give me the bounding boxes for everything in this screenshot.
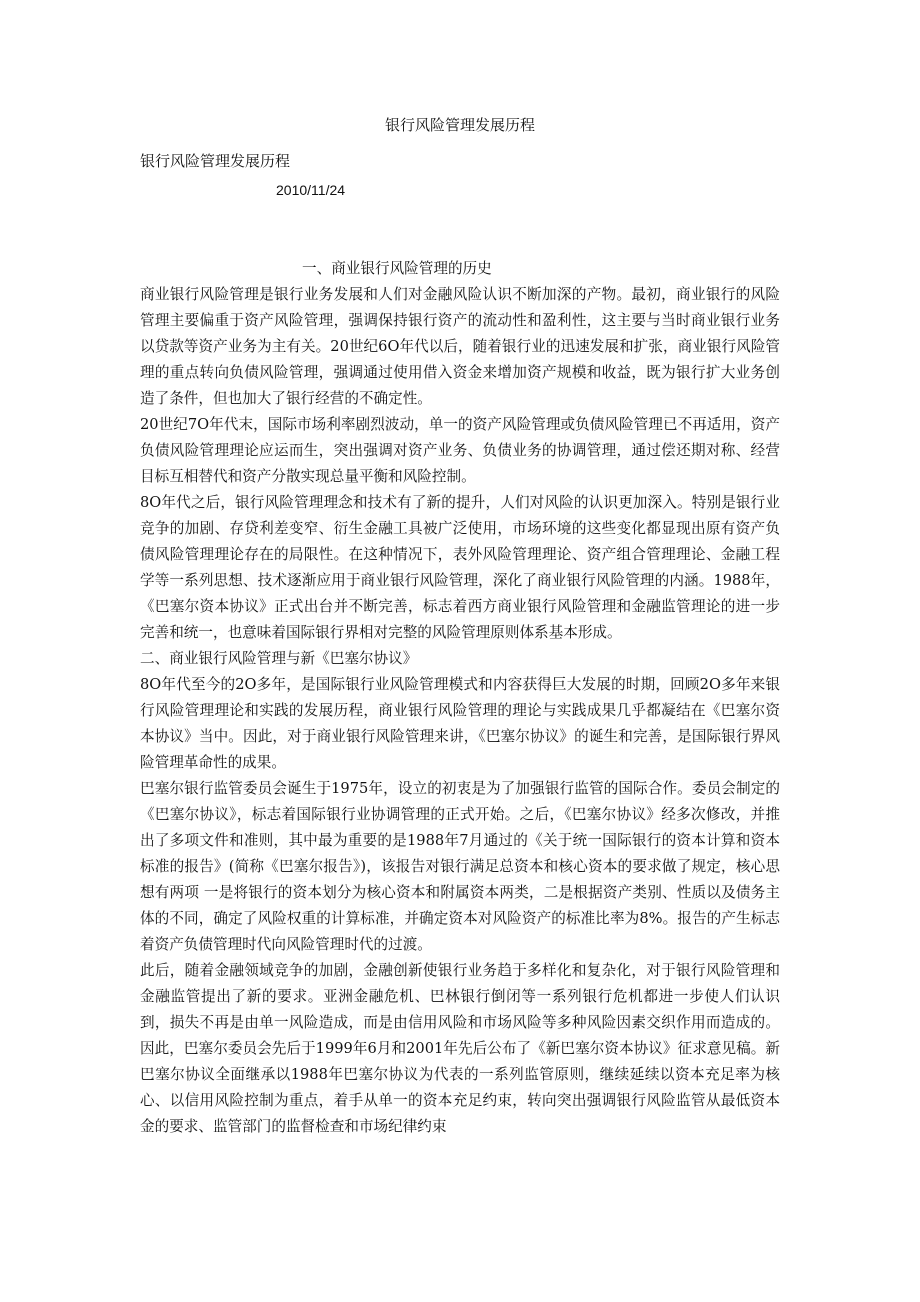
paragraph: 8O年代之后，银行风险管理理念和技术有了新的提升，人们对风险的认识更加深入。特别是银行业竞争的加剧、存贷利差变窄、衍生金融工具被广泛使用，市场环境的这些变化都显现出原有资产负债风险管理理论存在的局限性。在这种情况下，表外风险管理理论、资产组合管理理论、金融工程学等一系列思想、技术逐渐应用于商业银行风险管理，深化了商业银行风险管理的内涵。1988年，《巴塞尔资本协议》正式出台并不断完善，标志着西方商业银行风险管理和金融监管理论的进一步完善和统一，也意味着国际银行界相对完整的风险管理原则体系基本形成。 — [140, 494, 780, 641]
section-heading-basel: 二、商业银行风险管理与新《巴塞尔协议》 — [140, 650, 418, 667]
paragraph: 巴塞尔银行监管委员会诞生于1975年，设立的初衷是为了加强银行监管的国际合作。委员会制定的《巴塞尔协议》，标志着国际银行业协调管理的正式开始。之后，《巴塞尔协议》经多次修改，并推出了多项文件和准则，其中最为重要的是1988年7月通过的《关于统一国际银行的资本计算和资本标准的报告》(简称《巴塞尔报告》)，该报告对银行满足总资本和核心资本的要求做了规定，核心思想有两项 一是将银行的资本划分为核心资本和附属资本两类，二是根据资产类别、性质以及债务主体的不同，确定了风险权重的计算标准，并确定资本对风险资产的标准比率为8%。报告的产生标志着资产负债管理时代向风险管理时代的过渡。 — [140, 780, 780, 953]
document-title: 银行风险管理发展历程 — [384, 116, 535, 134]
paragraph: 20世纪7O年代末，国际市场利率剧烈波动，单一的资产风险管理或负债风险管理已不再适用，资产负债风险管理理论应运而生，突出强调对资产业务、负债业务的协调管理，通过偿还期对称、经营目标互相替代和资产分散实现总量平衡和风险控制。 — [140, 416, 780, 485]
document-date: 2010/11/24 — [276, 182, 346, 198]
paragraph: 此后，随着金融领域竞争的加剧，金融创新使银行业务趋于多样化和复杂化，对于银行风险管理和金融监管提出了新的要求。亚洲金融危机、巴林银行倒闭等一系列银行危机都进一步使人们认识到，损失不再是由单一风险造成，而是由信用风险和市场风险等多种风险因素交织作用而造成的。因此，巴塞尔委员会先后于1999年6月和2001年先后公布了《新巴塞尔资本协议》征求意见稿。新巴塞尔协议全面继承以1988年巴塞尔协议为代表的一系列监管原则，继续延续以资本充足率为核心、以信用风险控制为重点，着手从单一的资本充足约束，转向突出强调银行风险监管从最低资本金的要求、监管部门的监督检查和市场纪律约束 — [140, 962, 780, 1135]
document-body — [140, 256, 780, 1140]
paragraph: 商业银行风险管理是银行业务发展和人们对金融风险认识不断加深的产物。最初，商业银行的风险管理主要偏重于资产风险管理，强调保持银行资产的流动性和盈利性，这主要与当时商业银行业务以贷款等资产业务为主有关。20世纪6O年代以后，随着银行业的迅速发展和扩张，商业银行风险管理的重点转向负债风险管理，强调通过使用借入资金来增加资产规模和收益，既为银行扩大业务创造了条件，但也加大了银行经营的不确定性。 — [140, 286, 780, 407]
document-subtitle: 银行风险管理发展历程 — [140, 152, 291, 170]
paragraph: 8O年代至今的2O多年，是国际银行业风险管理模式和内容获得巨大发展的时期，回顾2O多年来银行风险管理理论和实践的发展历程，商业银行风险管理的理论与实践成果几乎都凝结在《巴塞尔资本协议》当中。因此，对于商业银行风险管理来讲，《巴塞尔协议》的诞生和完善，是国际银行界风险管理革命性的成果。 — [140, 676, 780, 771]
section-heading-history: 一、商业银行风险管理的历史 — [302, 260, 492, 277]
